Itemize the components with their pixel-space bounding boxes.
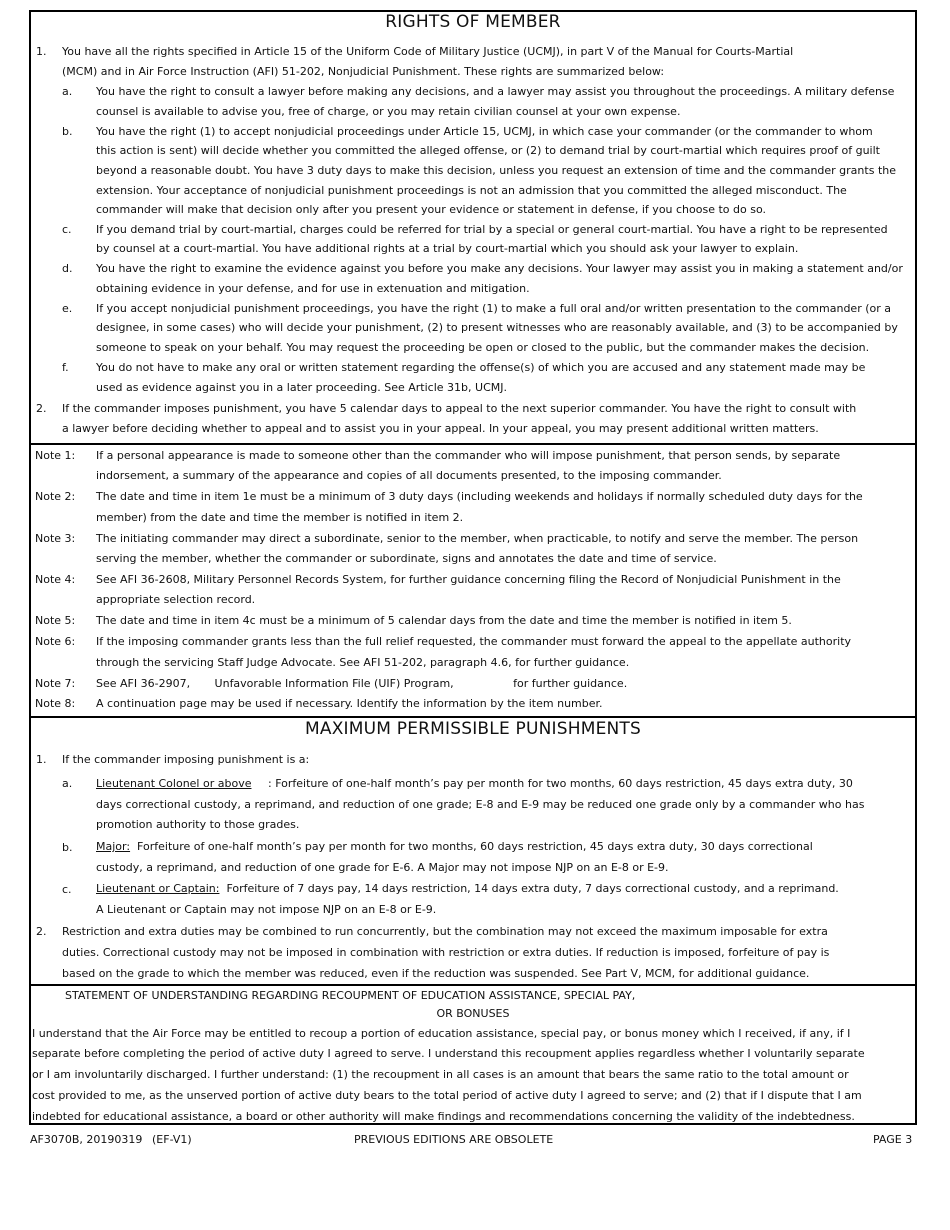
note-line: If the imposing commander grants less than the full relief requested, the commander must forward the appeal to the appellate authority [96, 635, 852, 648]
note-label: Note 6: [35, 635, 76, 648]
rights-item-number: b. [62, 125, 73, 138]
note-line: See AFI 36-2907, Unfavorable Information File (UIF) Program, for further guidance. [96, 677, 628, 690]
punishment-line [96, 839, 813, 855]
punishment-line [96, 881, 839, 897]
rights-item-line: commander will make that decision only after you present your evidence or statement in defense, if you choose to do so. [96, 203, 767, 216]
rank-lt-capt: Lieutenant or Captain: [96, 882, 220, 895]
note-line: If a personal appearance is made to someone other than the commander who will impose punishment, that person sends, by separate [96, 449, 841, 462]
rank-major-text: Forfeiture of one-half month’s pay per month for two months, 60 days restriction, 45 days extra duty, 30 days correctional [130, 840, 813, 853]
statement-line: I understand that the Air Force may be entitled to recoup a portion of education assistance, special pay, or bonus money which I received, if any, if I [32, 1027, 851, 1040]
rights-item-line: You have the right to examine the evidence against you before you make any decisions. Your lawyer may assist you in making a statement and/or [96, 262, 903, 275]
form-frame [29, 10, 917, 1125]
punishment-line [96, 776, 853, 792]
rights-item-line: You do not have to make any oral or written statement regarding the offense(s) of which you are accused and any statement made may be [96, 361, 866, 374]
rights-item-number: d. [62, 262, 73, 275]
rights-item-number: c. [62, 223, 72, 236]
rights-item-line: a lawyer before deciding whether to appeal and to assist you in your appeal. In your appeal, you may present additional written matters. [62, 422, 819, 435]
form-version: (EF-V1) [152, 1133, 192, 1146]
note-label: Note 8: [35, 697, 76, 710]
rank-lt-col: Lieutenant Colonel or above [96, 777, 252, 790]
section-divider [31, 443, 915, 445]
punishment-line: days correctional custody, a reprimand, and reduction of one grade; E-8 and E-9 may be reduced one grade only by a commander who has [96, 798, 865, 811]
rights-item-line: If you demand trial by court-martial, charges could be referred for trial by a special or general court-martial. You have a right to be represented [96, 223, 888, 236]
note-label: Note 5: [35, 614, 76, 627]
note-line: The date and time in item 1e must be a minimum of 3 duty days (including weekends and holidays if normally scheduled duty days for the [96, 490, 863, 503]
rights-item-line: designee, in some cases) who will decide your punishment, (2) to present witnesses who are reasonably available, and (3) to be accompanied by [96, 321, 898, 334]
statement-title: STATEMENT OF UNDERSTANDING REGARDING RECOUPMENT OF EDUCATION ASSISTANCE, SPECIAL PAY, [65, 989, 636, 1002]
note-label: Note 4: [35, 573, 76, 586]
rights-item-line: You have all the rights specified in Article 15 of the Uniform Code of Military Justice (UCMJ), in part V of the Manual for Courts-Martial [62, 45, 794, 58]
punishment-number: c. [62, 883, 72, 896]
rights-item-line: this action is sent) will decide whether you committed the alleged offense, or (2) to demand trial by court-martial which requires proof of guilt [96, 144, 880, 157]
obsolete-notice: PREVIOUS EDITIONS ARE OBSOLETE [354, 1133, 554, 1146]
rights-item-number: e. [62, 302, 73, 315]
note-label: Note 1: [35, 449, 76, 462]
statement-title: OR BONUSES [436, 1007, 510, 1020]
rights-item-line: beyond a reasonable doubt. You have 3 duty days to make this decision, unless you request an extension of time and the commander grants the [96, 164, 896, 177]
punishment-line: duties. Correctional custody may not be imposed in combination with restriction or extra duties. If reduction is imposed, forfeiture of pay is [62, 946, 830, 959]
punishment-line: promotion authority to those grades. [96, 818, 300, 831]
rights-item-line: (MCM) and in Air Force Instruction (AFI) 51-202, Nonjudicial Punishment. These rights are summarized below: [62, 65, 665, 78]
note-line: member) from the date and time the member is notified in item 2. [96, 511, 464, 524]
note-line: appropriate selection record. [96, 593, 256, 606]
punishment-line: custody, a reprimand, and reduction of one grade for E-6. A Major may not impose NJP on an E-8 or E-9. [96, 861, 669, 874]
rights-item-line: You have the right to consult a lawyer before making any decisions, and a lawyer may assist you throughout the proceedings. A military defense [96, 85, 895, 98]
rights-item-line: If the commander imposes punishment, you have 5 calendar days to appeal to the next superior commander. You have the right to consult with [62, 402, 857, 415]
rights-heading: RIGHTS OF MEMBER [385, 12, 561, 32]
punishment-line: Restriction and extra duties may be combined to run concurrently, but the combination may not exceed the maximum imposable for extra [62, 925, 828, 938]
rights-item-line: You have the right (1) to accept nonjudicial proceedings under Article 15, UCMJ, in which case your commander (or the commander to whom [96, 125, 873, 138]
rights-item-line: someone to speak on your behalf. You may request the proceeding be open or closed to the public, but the commander makes the decision. [96, 341, 870, 354]
note-line: serving the member, whether the commander or subordinate, signs and annotates the date and time of service. [96, 552, 717, 565]
note-line: indorsement, a summary of the appearance and copies of all documents presented, to the imposing commander. [96, 469, 722, 482]
note-line: A continuation page may be used if necessary. Identify the information by the item number. [96, 697, 603, 710]
note-label: Note 7: [35, 677, 76, 690]
note-label: Note 3: [35, 532, 76, 545]
page-number: PAGE 3 [873, 1133, 913, 1146]
note-line: through the servicing Staff Judge Advocate. See AFI 51-202, paragraph 4.6, for further guidance. [96, 656, 630, 669]
rights-item-number: f. [62, 361, 69, 374]
punishment-number: 1. [36, 753, 47, 766]
note-line: The date and time in item 4c must be a minimum of 5 calendar days from the date and time the member is notified in item 5. [96, 614, 792, 627]
statement-line: indebted for educational assistance, a board or other authority will make findings and recommendations concerning the validity of the indebtedness. [32, 1110, 855, 1123]
note-label: Note 2: [35, 490, 76, 503]
punishment-line: A Lieutenant or Captain may not impose NJP on an E-8 or E-9. [96, 903, 437, 916]
punishment-number: a. [62, 777, 73, 790]
rank-lt-col-text: : Forfeiture of one-half month’s pay per month for two months, 60 days restriction, 45 days extra duty, 30 [268, 777, 853, 790]
rights-item-number: 1. [36, 45, 47, 58]
punishment-number: 2. [36, 925, 47, 938]
statement-line: or I am involuntarily discharged. I further understand: (1) the recoupment in all cases is an amount that bears the same ratio to the total amount or [32, 1068, 849, 1081]
rights-item-number: 2. [36, 402, 47, 415]
rights-item-line: counsel is available to advise you, free of charge, or you may retain civilian counsel at your own expense. [96, 105, 681, 118]
rights-item-line: used as evidence against you in a later proceeding. See Article 31b, UCMJ. [96, 381, 507, 394]
section-divider [31, 984, 915, 986]
note-line: The initiating commander may direct a subordinate, senior to the member, when practicable, to notify and serve the member. The person [96, 532, 859, 545]
rights-item-number: a. [62, 85, 73, 98]
punishment-number: b. [62, 841, 73, 854]
rights-item-line: If you accept nonjudicial punishment proceedings, you have the right (1) to make a full oral and/or written presentation to the commander (or a [96, 302, 892, 315]
punishments-heading: MAXIMUM PERMISSIBLE PUNISHMENTS [305, 719, 641, 739]
punishment-intro: If the commander imposing punishment is a: [62, 753, 310, 766]
note-line: See AFI 36-2608, Military Personnel Records System, for further guidance concerning filing the Record of Nonjudicial Punishment in the [96, 573, 841, 586]
section-divider [31, 716, 915, 718]
rank-major: Major: [96, 840, 131, 853]
rank-lt-capt-text: Forfeiture of 7 days pay, 14 days restriction, 14 days extra duty, 7 days correctional custody, and a reprimand. [219, 882, 839, 895]
rights-item-line: by counsel at a court-martial. You have additional rights at a trial by court-martial which you should ask your lawyer to explain. [96, 242, 799, 255]
statement-line: cost provided to me, as the unserved portion of active duty bears to the total period of active duty I agreed to serve; and (2) that if I dispute that I am [32, 1089, 862, 1102]
rights-item-line: extension. Your acceptance of nonjudicial punishment proceedings is not an admission that you committed the alleged misconduct. The [96, 184, 847, 197]
punishment-line: based on the grade to which the member was reduced, even if the reduction was suspended. See Part V, MCM, for additional guidance. [62, 967, 810, 980]
form-id: AF3070B, 20190319 [30, 1133, 143, 1146]
statement-line: separate before completing the period of active duty I agreed to serve. I understand this recoupment applies regardless whether I voluntarily separate [32, 1047, 865, 1060]
rights-item-line: obtaining evidence in your defense, and for use in extenuation and mitigation. [96, 282, 530, 295]
